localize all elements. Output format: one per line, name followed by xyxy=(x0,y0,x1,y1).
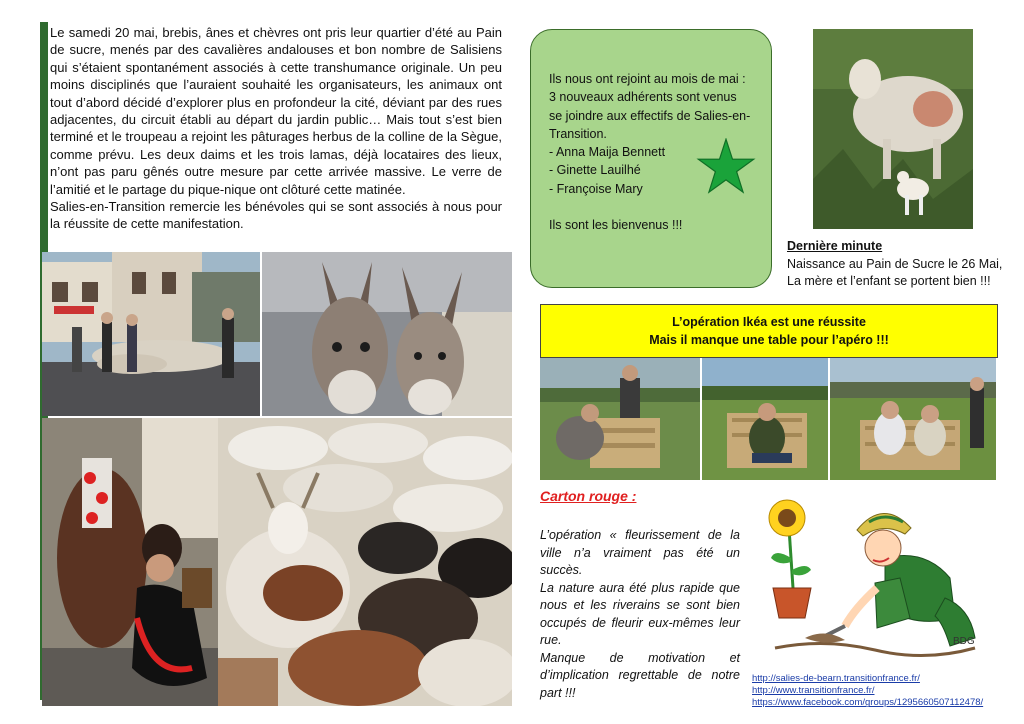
last-minute-caption xyxy=(787,238,1022,291)
photo-rider-horse xyxy=(42,418,218,706)
link-transitionfrance[interactable]: http://www.transitionfrance.fr/ xyxy=(752,685,875,697)
article-transhumance xyxy=(50,24,502,233)
new-members-box xyxy=(530,29,772,288)
last-minute-title: Dernière minute xyxy=(787,239,883,253)
link-facebook-group[interactable]: https://www.facebook.com/groups/1295660507112478/ xyxy=(752,697,984,709)
new-members-line: 3 nouveaux adhérents sont venus xyxy=(549,90,737,105)
ikea-banner xyxy=(540,304,998,358)
photo-ewe-and-lamb xyxy=(813,29,973,229)
carton-rouge-title: Carton rouge : xyxy=(540,488,637,504)
last-minute-line: La mère et l’enfant se portent bien !!! xyxy=(787,274,991,288)
new-member-name: - Ginette Lauilhé xyxy=(549,163,641,178)
article-paragraph: Le samedi 20 mai, brebis, ânes et chèvres ont pris leur quartier d’été au Pain de sucre, menés par des cavalières andalouses et bon nombre de Salisiens qui s’étaient spontanément associés à cette transhumance originale. Un peu moins disciplinés que l’auraient souhaité les organisateurs, les animaux ont tout d’abord décidé d’explorer plus en profondeur la cité, déviant par des rues adjacentes, du circuit établi au départ du jardin public… Mais tout s’est bien terminé et le troupeau a rejoint les pâturages herbus de la colline de la Sègue, comme prévu. Les deux daims et les trois lamas, déjà locataires des lieux, n’ont pas paru gênés outre mesure par cette arrivée massive. Le verre de l’amitié et le partage du pique-nique ont clôturé cette matinée. xyxy=(50,25,502,197)
new-members-line: se joindre aux effectifs de Salies-en- xyxy=(549,108,751,123)
link-salies-transition[interactable]: http://salies-de-bearn.transitionfrance.fr/ xyxy=(752,673,920,684)
photo-donkeys xyxy=(262,252,512,416)
carton-rouge-text xyxy=(540,527,740,702)
photo-goats-flock xyxy=(218,418,512,706)
new-members-line: Ils nous ont rejoint au mois de mai : xyxy=(549,72,746,86)
illustration-signature xyxy=(953,636,975,647)
new-members-closing: Ils sont les bienvenus !!! xyxy=(549,218,683,233)
carton-rouge-paragraph: Manque de motivation et d’implication regrettable de notre part !!! xyxy=(540,650,740,700)
carton-rouge-paragraph: L’opération « fleurissement de la ville n’a vraiment pas été un succès. xyxy=(540,528,740,577)
new-members-line: Transition. xyxy=(549,126,607,141)
gardener-illustration xyxy=(765,488,980,668)
photo-building-bench xyxy=(540,358,700,480)
photo-men-bench xyxy=(830,358,996,480)
new-member-name: - Françoise Mary xyxy=(549,181,643,196)
new-member-name: - Anna Maija Bennett xyxy=(549,145,666,160)
carton-rouge-paragraph: La nature aura été plus rapide que nous et les riverains se sont bien occupés de fleurir eux-mêmes leur rue. xyxy=(540,580,740,647)
banner-line: Mais il manque une table pour l’apéro !!! xyxy=(649,333,889,347)
photo-street-procession xyxy=(42,252,260,416)
photo-woman-chair xyxy=(702,358,828,480)
links-list xyxy=(752,673,983,710)
last-minute-line: Naissance au Pain de Sucre le 26 Mai, xyxy=(787,256,1003,271)
article-paragraph: Salies-en-Transition remercie les bénévoles qui se sont associés à nous pour la réussite de cette manifestation. xyxy=(50,199,502,232)
star-icon xyxy=(696,138,756,194)
banner-line: L’opération Ikéa est une réussite xyxy=(672,315,866,329)
svg-text:BDG: BDG xyxy=(953,636,975,647)
